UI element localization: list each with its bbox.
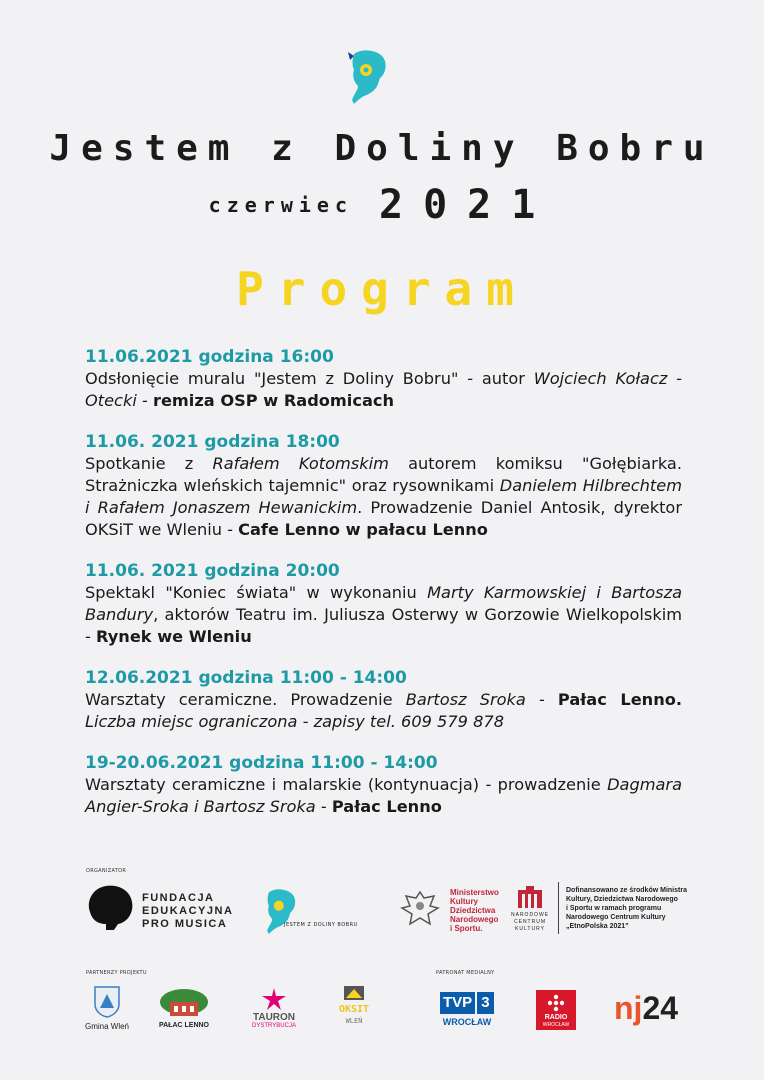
event-person: Rafałem Kotomskim <box>212 454 389 473</box>
subtitle-month: czerwiec <box>208 193 353 217</box>
event-text: Spektakl "Koniec świata" w wykonaniu <box>85 583 428 602</box>
event-person: Danielem Hilbrechtem i Rafałem Jonaszem Hewanickim <box>85 476 682 517</box>
subtitle-year: 2021 <box>379 182 556 228</box>
tvp-num: 3 <box>477 992 493 1014</box>
event-date: 11.06. 2021 godzina 18:00 <box>85 432 340 452</box>
project-small-logo <box>256 884 366 936</box>
radio-dots-icon <box>547 994 565 1012</box>
gmina-caption: Gmina Wleń <box>84 1022 129 1031</box>
ministry-line-3: Dziedzictwa <box>450 906 496 915</box>
event-description <box>85 689 682 733</box>
project-head-logo-icon <box>340 44 390 104</box>
organizer-label: ORGANIZATOR <box>86 868 127 874</box>
ministry-logo <box>400 886 500 936</box>
gmina-wlen-logo <box>84 986 130 1036</box>
ministry-line-1: Ministerstwo <box>450 888 499 897</box>
event-person: Marty Karmowskiej i Bartosza Bandury <box>85 583 682 624</box>
nck-logo <box>510 886 550 936</box>
radio-name: RADIO <box>544 1014 568 1021</box>
event-location: Rynek we Wleniu <box>96 627 252 646</box>
funding-line-5: „EtnoPolska 2021” <box>566 923 629 930</box>
oksit-name: OKSIT <box>338 1004 370 1015</box>
ministry-line-2: Kultury <box>450 897 478 906</box>
funding-line-1: Dofinansowano ze środków Ministra <box>566 887 687 894</box>
fundacja-head-icon <box>84 882 136 932</box>
nck-line-1: NARODOWE <box>511 912 549 918</box>
radio-city: WROCŁAW <box>542 1022 570 1028</box>
event-text: . Prowadzenie Daniel Antosik, dyrektor OKSiT we Wleniu - <box>85 498 682 539</box>
event-text: - <box>315 797 332 816</box>
footer-divider <box>558 882 559 934</box>
project-small-logo-text: JESTEM Z DOLINY BOBRU <box>284 922 358 928</box>
fundacja-line-3: PRO MUSICA <box>142 918 228 930</box>
tauron-name: TAURON <box>252 1012 296 1023</box>
event-item <box>85 752 682 818</box>
tvp3-badge <box>440 992 494 1014</box>
event-item <box>85 431 682 541</box>
radio-badge <box>536 990 576 1030</box>
event-text: , aktorów Teatru im. Juliusza Osterwy w Gorzowie Wielkopolskim - <box>85 605 682 646</box>
event-text: - <box>525 690 558 709</box>
funding-line-3: i Sportu w ramach programu <box>566 905 662 912</box>
event-text: Odsłonięcie muralu "Jestem z Doliny Bobru" - autor <box>85 369 534 388</box>
event-person: Bartosz Sroka <box>405 690 526 709</box>
fundacja-line-2: EDUKACYJNA <box>142 905 234 917</box>
event-person: Liczba miejsc ograniczona - zapisy tel. 609 579 878 <box>85 712 505 731</box>
event-subtitle <box>0 182 764 228</box>
event-description <box>85 453 682 541</box>
funding-note <box>566 886 696 931</box>
event-list <box>85 346 682 837</box>
coat-of-arms-icon <box>94 986 120 1018</box>
event-description <box>85 368 682 412</box>
nj-num: 24 <box>642 990 679 1026</box>
oksit-mark-icon <box>344 986 364 1000</box>
oksit-sub: WLEŃ <box>345 1017 363 1025</box>
ministry-line-4: Narodowego <box>450 915 499 924</box>
palac-caption: PAŁAC LENNO <box>158 1022 210 1029</box>
event-location: Pałac Lenno. <box>557 690 682 709</box>
program-heading: Program <box>236 262 528 316</box>
event-date: 12.06.2021 godzina 11:00 - 14:00 <box>85 668 407 688</box>
partners-label: PARTNERZY PROJEKTU <box>86 970 147 976</box>
nck-building-icon <box>518 886 542 908</box>
nj24-logo <box>614 990 684 1030</box>
event-text: Warsztaty ceramiczne. Prowadzenie <box>85 690 406 709</box>
event-location: Cafe Lenno w pałacu Lenno <box>238 520 488 539</box>
event-description <box>85 774 682 818</box>
event-text: Spotkanie z <box>85 454 213 473</box>
event-date: 11.06.2021 godzina 16:00 <box>85 347 334 367</box>
nck-line-3: KULTURY <box>515 926 545 932</box>
fundacja-logo <box>84 882 244 934</box>
event-date: 11.06. 2021 godzina 20:00 <box>85 561 340 581</box>
fundacja-line-1: FUNDACJA <box>142 892 215 904</box>
event-person: Dagmara Angier-Sroka i Bartosz Sroka <box>85 775 682 816</box>
radio-wroclaw-logo <box>536 990 576 1034</box>
oksit-logo <box>334 986 374 1032</box>
event-person: Wojciech Kołacz - Otecki <box>85 369 682 410</box>
event-location: remiza OSP w Radomicach <box>152 391 394 410</box>
event-text: Warsztaty ceramiczne i malarskie (kontynuacja) - prowadzenie <box>85 775 608 794</box>
event-item <box>85 346 682 412</box>
event-title: Jestem z Doliny Bobru <box>49 128 715 169</box>
funding-line-2: Kultury, Dziedzictwa Narodowego <box>566 896 678 903</box>
ministry-line-5: i Sportu. <box>450 924 483 933</box>
palace-icon <box>158 988 210 1018</box>
tvp-city: WROCŁAW <box>442 1017 492 1027</box>
event-text: - <box>136 391 153 410</box>
tauron-sub: DYSTRYBUCJA <box>252 1023 296 1029</box>
event-description <box>85 582 682 648</box>
event-item <box>85 560 682 648</box>
eagle-icon <box>400 888 440 932</box>
funding-line-4: Narodowego Centrum Kultury <box>566 914 666 921</box>
event-date: 19-20.06.2021 godzina 11:00 - 14:00 <box>85 753 438 773</box>
tauron-logo <box>244 988 304 1032</box>
tvp3-logo <box>438 992 496 1032</box>
media-label: PATRONAT MEDIALNY <box>436 970 495 976</box>
tauron-star-icon <box>262 988 286 1010</box>
event-text: autorem komiksu "Gołębiarka. Strażniczka wleńskich tajemnic" oraz rysownikami <box>85 454 682 495</box>
tvp-name: TVP <box>440 992 475 1014</box>
event-location: Pałac Lenno <box>331 797 442 816</box>
nck-line-2: CENTRUM <box>514 919 546 925</box>
event-item <box>85 667 682 733</box>
palac-lenno-logo <box>156 988 212 1034</box>
nj-name: nj <box>614 990 643 1026</box>
